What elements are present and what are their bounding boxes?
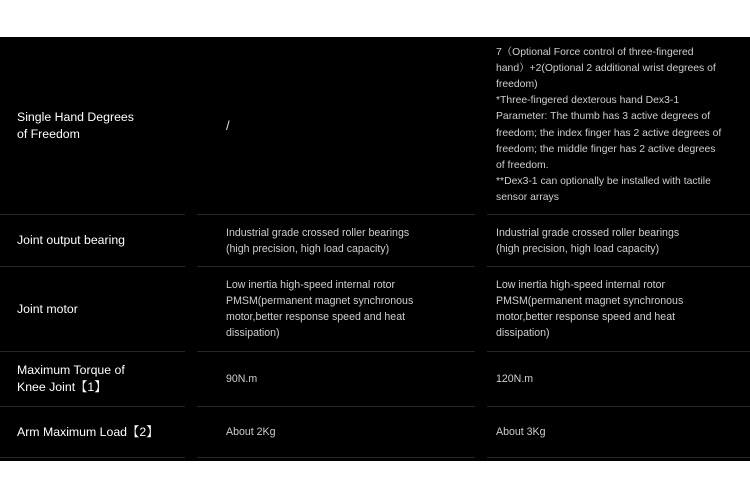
row-label: Joint output bearing: [17, 233, 126, 247]
row-label: Arm Maximum Load【2】: [17, 424, 159, 439]
table-row-joint-motor: [0, 267, 750, 352]
row-value-col1: About 2Kg: [226, 426, 276, 438]
table-row-hand-dof: [0, 37, 750, 215]
row-value-col1: Industrial grade crossed roller bearings (high precision, high load capacity): [226, 226, 410, 255]
spec-table-panel: [0, 37, 750, 461]
table-row-knee-torque: [0, 352, 750, 407]
row-value-col1: /: [226, 117, 230, 133]
row-value-col2: Industrial grade crossed roller bearings (high precision, high load capacity): [496, 226, 680, 255]
row-label: Joint motor: [17, 301, 78, 316]
row-value-col2: 7（Optional Force control of three-fingered hand）+2(Optional 2 additional wrist degrees of freedom) *Three-fingered dexterous hand Dex3-1 Parameter: The thumb has 3 active degrees of freedom; the index finger has 2 active degrees of freedom; the middle finger has 2 active degrees of freedom. **Dex3-1 can optionally be installed with tactile sensor arrays: [496, 47, 722, 203]
row-value-col2: 120N.m: [496, 373, 534, 385]
row-value-col2: About 3Kg: [496, 426, 546, 438]
table-row-joint-bearing: [0, 215, 750, 267]
row-label: Single Hand Degrees of Freedom: [17, 109, 134, 141]
row-value-col1: Low inertia high-speed internal rotor PMSM(permanent magnet synchronous motor,better response speed and heat dissipation): [226, 279, 414, 339]
row-value-col1: 90N.m: [226, 373, 258, 385]
row-value-col2: Low inertia high-speed internal rotor PMSM(permanent magnet synchronous motor,better response speed and heat dissipation): [496, 279, 684, 339]
spec-table: [0, 37, 750, 461]
row-label: Maximum Torque of Knee Joint【1】: [17, 363, 125, 394]
table-row-arm-load: [0, 407, 750, 458]
